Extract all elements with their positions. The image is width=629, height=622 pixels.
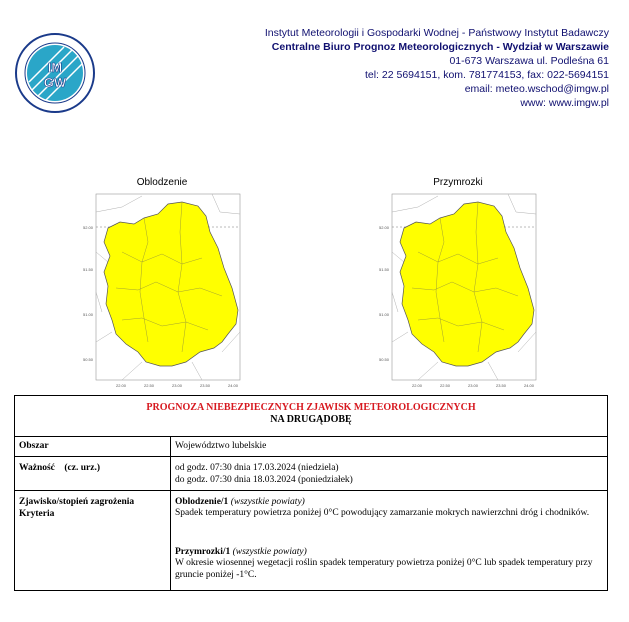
phenomenon-2-scope: (wszystkie powiaty) [232,547,307,557]
header-line-6: www: www.imgw.pl [520,97,609,109]
phenomenon-2-description: W okresie wiosennej wegetacji roślin spadek temperatury powietrza poniżej 0°C lub spadek temperatury przy gruncie poniżej -1°C. [175,558,593,580]
x-tick-2: 22.50 [440,383,451,388]
header-line-4: tel: 22 5694151, kom. 781774153, fax: 022-5694151 [364,69,609,81]
phenomenon-2 [175,547,601,581]
x-tick-5: 24.00 [228,383,239,388]
logo-text-top: IM [47,60,63,75]
phenomena-label: Zjawisko/stopień zagrożenia [19,497,135,507]
panel-title-line-1: PROGNOZA NIEBEZPIECZNYCH ZJAWISK METEOROLOGICZNYCH [146,402,476,413]
validity-from: od godz. 07:30 dnia 17.03.2024 (niedziela) [175,463,339,473]
institution-header [265,26,609,110]
header-line-5: email: meteo.wschod@imgw.pl [464,83,609,95]
y-tick-1: 52.00 [379,225,390,230]
x-tick-3: 23.00 [172,383,183,388]
x-tick-4: 23.50 [200,383,211,388]
x-tick-2: 22.50 [144,383,155,388]
phenomenon-1-name: Oblodzenie/1 [175,497,229,507]
panel-title [15,396,607,426]
validity-to: do godz. 07:30 dnia 18.03.2024 (poniedziałek) [175,475,353,485]
phenomenon-1 [175,497,601,519]
panel-title-line-2: NA DRUGĄDOBĘ [270,414,352,425]
y-tick-3: 51.00 [83,312,94,317]
x-tick-1: 22.00 [412,383,423,388]
header-line-3: 01-673 Warszawa ul. Podleśna 61 [449,55,609,67]
row-phenomena [15,490,607,591]
imgw-logo [14,32,96,114]
y-tick-2: 51.50 [83,267,94,272]
phenomenon-2-name: Przymrozki/1 [175,547,231,557]
header-line-1: Instytut Meteorologii i Gospodarki Wodnej - Państwowy Instytut Badawczy [264,27,609,39]
map-przymrozki [378,192,538,388]
area-label: Obszar [19,441,49,451]
phenomenon-1-description: Spadek temperatury powietrza poniżej 0°C powodujący zamarzanie mokrych nawierzchni dróg i chodników. [175,508,590,518]
map-oblodzenie [82,192,242,388]
x-tick-4: 23.50 [496,383,507,388]
forecast-panel [14,395,608,591]
x-tick-1: 22.00 [116,383,127,388]
y-tick-1: 52.00 [83,225,94,230]
row-area [15,436,607,457]
map-title-przymrozki: Przymrozki [433,177,483,188]
validity-label: Ważność (cz. urz.) [19,463,100,473]
row-validity [15,456,607,491]
x-tick-3: 23.00 [468,383,479,388]
y-tick-4: 50.50 [379,357,390,362]
region-shape-2 [400,202,534,366]
map-title-oblodzenie: Oblodzenie [136,177,188,188]
phenomenon-1-scope: (wszystkie powiaty) [230,497,305,507]
logo-text-bottom: GW [43,75,67,90]
y-tick-4: 50.50 [83,357,94,362]
region-shape-1 [104,202,238,366]
area-value: Województwo lubelskie [175,441,267,451]
y-tick-3: 51.00 [379,312,390,317]
x-tick-5: 24.00 [524,383,535,388]
header-line-2: Centralne Biuro Prognoz Meteorologicznych - Wydział w Warszawie [271,41,609,53]
criteria-label: Kryteria [19,509,55,519]
y-tick-2: 51.50 [379,267,390,272]
